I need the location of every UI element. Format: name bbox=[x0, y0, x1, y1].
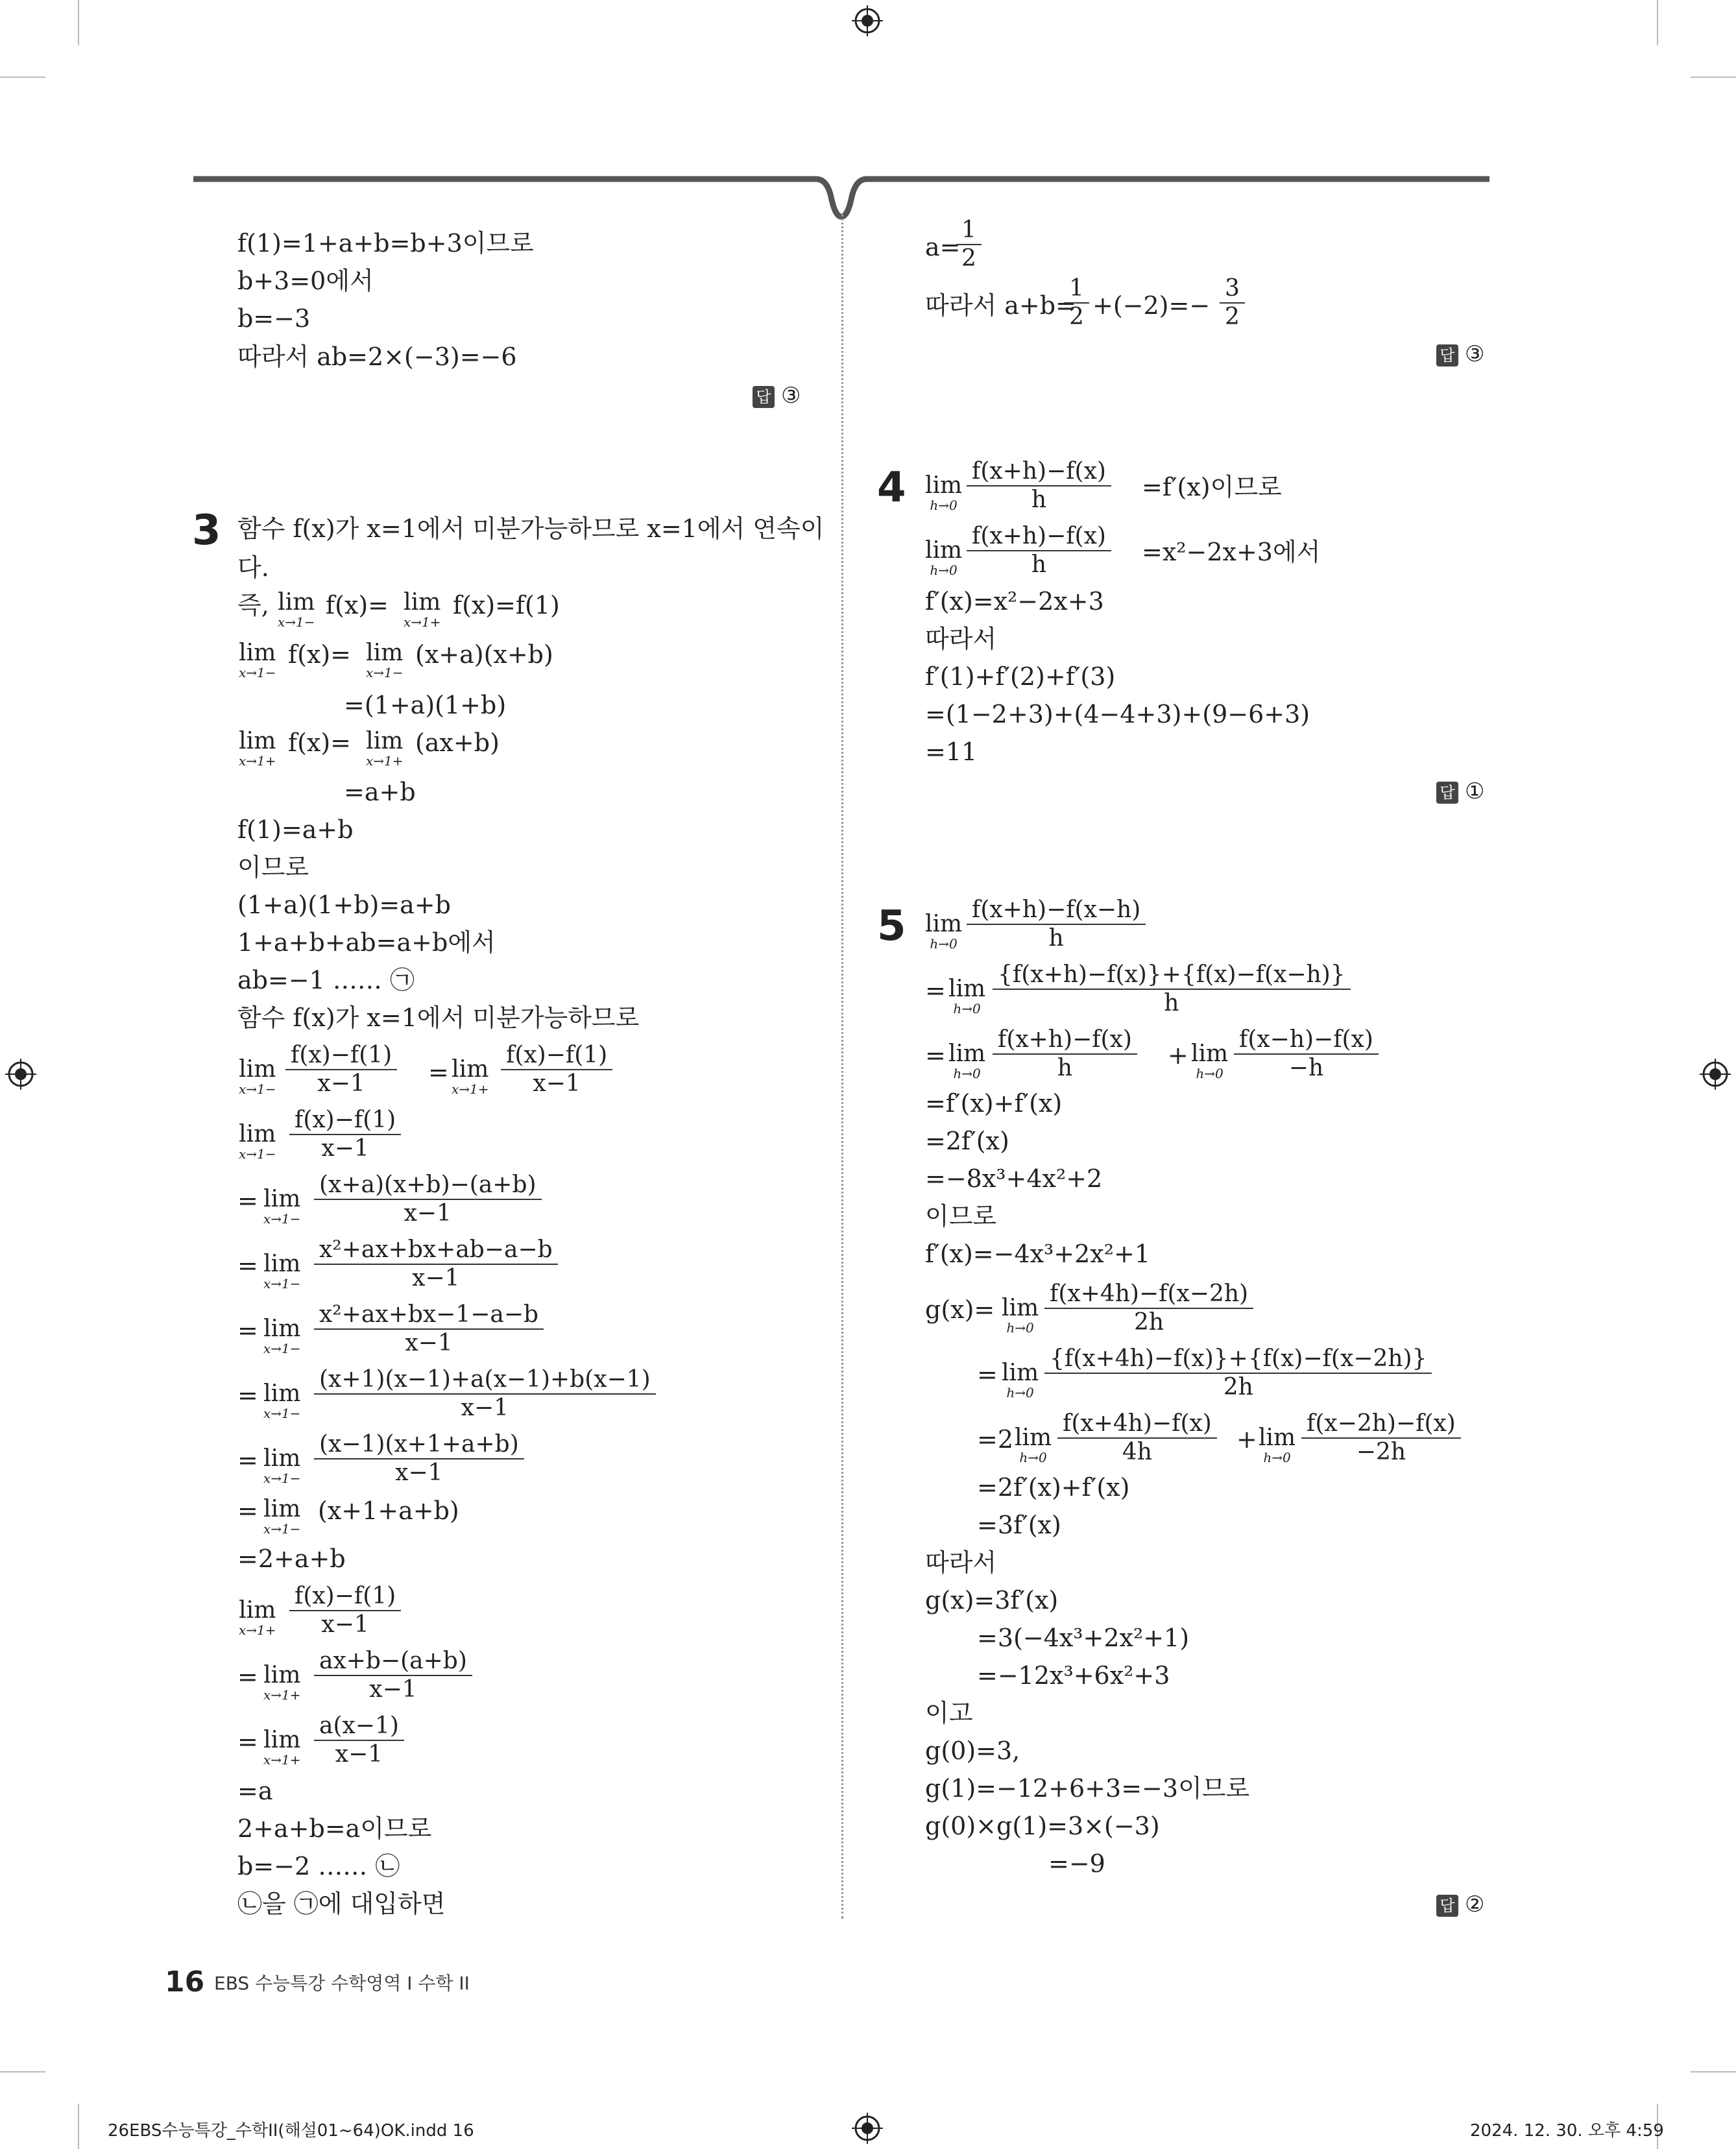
fraction-denominator: x−1 bbox=[412, 1265, 460, 1291]
limit-expression bbox=[925, 912, 962, 951]
text-line: b=−3 bbox=[237, 304, 311, 333]
limit-expression bbox=[239, 1598, 276, 1637]
text-line: b+3=0에서 bbox=[237, 267, 374, 295]
text-line: =3f′(x) bbox=[977, 1511, 1061, 1539]
lim-subscript: x→1− bbox=[263, 1521, 301, 1537]
limit-expression bbox=[239, 1122, 276, 1161]
limit-expression bbox=[1259, 1426, 1296, 1465]
fraction-numerator: 3 bbox=[1220, 275, 1245, 304]
fraction bbox=[501, 1042, 612, 1098]
fraction-numerator: a(x−1) bbox=[314, 1712, 404, 1741]
fraction-numerator: f(x)−f(1) bbox=[285, 1042, 397, 1070]
crop-mark bbox=[1691, 2071, 1736, 2072]
limit-expression bbox=[263, 1317, 301, 1356]
lim-word: lim bbox=[948, 976, 986, 1002]
registration-mark-icon bbox=[852, 2113, 883, 2144]
lim-word: lim bbox=[239, 1597, 276, 1624]
fraction-numerator: x²+ax+bx−1−a−b bbox=[314, 1301, 544, 1330]
text-line: =−12x³+6x²+3 bbox=[977, 1661, 1170, 1690]
fraction-denominator: x−1 bbox=[335, 1741, 383, 1768]
lim-word: lim bbox=[239, 640, 276, 666]
crop-mark bbox=[0, 77, 45, 78]
fraction-numerator: 1 bbox=[1064, 275, 1089, 304]
text-line: f′(x)=−4x³+2x²+1 bbox=[925, 1240, 1150, 1268]
text-line: g(0)=3, bbox=[925, 1736, 1020, 1765]
crop-mark bbox=[78, 2104, 79, 2149]
limit-expression bbox=[263, 1447, 301, 1485]
text-line: (x+1+a+b) bbox=[318, 1496, 459, 1525]
text-line: =3(−4x³+2x²+1) bbox=[977, 1624, 1190, 1652]
text-line: f(x)= bbox=[288, 728, 351, 757]
text-line: 이고 bbox=[925, 1699, 973, 1727]
fraction bbox=[993, 1026, 1137, 1082]
lim-word: lim bbox=[366, 640, 404, 666]
text-line: f(1)=a+b bbox=[237, 815, 354, 844]
limit-expression bbox=[925, 474, 962, 512]
limit-expression bbox=[366, 729, 404, 768]
lim-subscript: h→0 bbox=[953, 1001, 981, 1016]
fraction bbox=[967, 896, 1146, 952]
text-line: =−9 bbox=[1048, 1849, 1105, 1878]
text-line: 함수 f(x)가 x=1에서 미분가능하므로 bbox=[237, 1003, 640, 1032]
fraction bbox=[314, 1171, 542, 1227]
lim-word: lim bbox=[1259, 1424, 1296, 1451]
fraction-numerator: f(x)−f(1) bbox=[289, 1583, 401, 1611]
text-line: f(1)=1+a+b=b+3이므로 bbox=[237, 229, 534, 258]
text-line: =a+b bbox=[344, 778, 416, 806]
limit-expression bbox=[366, 641, 404, 680]
fraction-numerator: f(x+h)−f(x−h) bbox=[967, 896, 1146, 925]
text-line: =a bbox=[237, 1777, 273, 1805]
fraction-denominator: −2h bbox=[1356, 1439, 1406, 1465]
text-line: ㉡을 ㉠에 대입하면 bbox=[237, 1890, 446, 1918]
fraction-numerator: f(x−h)−f(x) bbox=[1234, 1026, 1379, 1055]
fraction bbox=[1234, 1026, 1379, 1082]
answer-marker bbox=[1436, 778, 1484, 804]
answer-badge-icon: 답 bbox=[753, 386, 775, 408]
text-line: ab=−1 …… ㉠ bbox=[237, 966, 415, 994]
lim-word: lim bbox=[1015, 1424, 1052, 1451]
fraction-numerator: f(x+4h)−f(x−2h) bbox=[1044, 1280, 1253, 1309]
crop-mark bbox=[78, 0, 79, 45]
lim-word: lim bbox=[1002, 1295, 1039, 1321]
text-line: (x+a)(x+b) bbox=[415, 640, 553, 669]
lim-word: lim bbox=[263, 1662, 301, 1688]
text-line: f(x)= bbox=[326, 591, 389, 619]
question-number: 3 bbox=[192, 507, 221, 555]
text-line: 함수 f(x)가 x=1에서 미분가능하므로 x=1에서 연속이 bbox=[237, 514, 825, 543]
text-line: 따라서 a+b= bbox=[925, 291, 1076, 320]
text-line: 1+a+b+ab=a+b에서 bbox=[237, 928, 496, 957]
fraction-denominator: h bbox=[1057, 1055, 1073, 1081]
lim-subscript: x→1+ bbox=[404, 614, 441, 630]
fraction-denominator: 2h bbox=[1223, 1374, 1253, 1400]
lim-subscript: x→1+ bbox=[239, 753, 276, 769]
fraction-numerator: f(x+4h)−f(x) bbox=[1057, 1410, 1217, 1439]
text-line: =x²−2x+3에서 bbox=[1142, 538, 1321, 566]
text-line: f′(1)+f′(2)+f′(3) bbox=[925, 662, 1116, 691]
answer-value: ② bbox=[1465, 1891, 1485, 1917]
text-line: = bbox=[237, 1663, 258, 1691]
text-line: =2 bbox=[977, 1425, 1014, 1454]
fraction bbox=[289, 1583, 401, 1639]
page-number: 16 bbox=[165, 1965, 205, 1999]
fraction-denominator: x−1 bbox=[321, 1611, 369, 1638]
text-line: 따라서 bbox=[925, 1548, 997, 1577]
text-line: g(x)=3f′(x) bbox=[925, 1586, 1059, 1615]
text-line: =2f′(x)+f′(x) bbox=[977, 1473, 1130, 1502]
fraction-numerator: x²+ax+bx+ab−a−b bbox=[314, 1236, 558, 1265]
text-line: = bbox=[237, 1446, 258, 1474]
fraction-denominator: x−1 bbox=[321, 1135, 369, 1162]
lim-word: lim bbox=[263, 1727, 301, 1753]
answer-badge-icon: 답 bbox=[1436, 1895, 1458, 1917]
lim-word: lim bbox=[925, 472, 963, 499]
fraction bbox=[314, 1712, 404, 1768]
fraction bbox=[1301, 1410, 1461, 1466]
text-line: 2+a+b=a이므로 bbox=[237, 1814, 432, 1843]
registration-mark-icon bbox=[5, 1059, 36, 1090]
limit-expression bbox=[239, 729, 276, 768]
text-line: = bbox=[237, 1727, 258, 1756]
text-line: =−8x³+4x²+2 bbox=[925, 1164, 1103, 1193]
fraction bbox=[289, 1107, 401, 1162]
limit-expression bbox=[239, 641, 276, 680]
fraction bbox=[285, 1042, 397, 1098]
text-line: a= bbox=[925, 233, 961, 261]
crop-mark bbox=[1657, 0, 1658, 45]
text-line: = bbox=[237, 1381, 258, 1410]
registration-mark-icon bbox=[1700, 1059, 1731, 1090]
lim-word: lim bbox=[925, 911, 963, 937]
fraction-numerator: f(x)−f(1) bbox=[501, 1042, 612, 1070]
text-line: 따라서 bbox=[925, 625, 997, 653]
fraction bbox=[956, 217, 982, 272]
limit-expression bbox=[263, 1187, 301, 1226]
limit-expression bbox=[263, 1252, 301, 1291]
fraction-numerator: ax+b−(a+b) bbox=[314, 1648, 472, 1676]
lim-subscript: x→1− bbox=[263, 1471, 301, 1486]
lim-subscript: x→1− bbox=[278, 614, 315, 630]
fraction bbox=[314, 1431, 524, 1487]
fraction-denominator: x−1 bbox=[533, 1070, 581, 1097]
lim-subscript: x→1+ bbox=[263, 1752, 301, 1768]
text-line: +(−2)=− bbox=[1092, 291, 1211, 320]
text-line: + bbox=[1236, 1425, 1257, 1454]
timestamp: 2024. 12. 30. 오후 4:59 bbox=[1470, 2121, 1664, 2141]
answer-marker bbox=[753, 383, 801, 409]
lim-subscript: h→0 bbox=[1263, 1450, 1291, 1465]
lim-word: lim bbox=[263, 1186, 301, 1212]
text-line: =11 bbox=[925, 738, 978, 766]
lim-subscript: h→0 bbox=[1196, 1066, 1224, 1081]
fraction-numerator: f(x−2h)−f(x) bbox=[1301, 1410, 1461, 1439]
column-divider bbox=[841, 214, 843, 1919]
answer-marker bbox=[1436, 341, 1484, 367]
text-line: =(1−2+3)+(4−4+3)+(9−6+3) bbox=[925, 700, 1310, 728]
lim-subscript: x→1− bbox=[263, 1211, 301, 1227]
lim-subscript: h→0 bbox=[1006, 1320, 1034, 1336]
fraction bbox=[1064, 275, 1089, 331]
lim-subscript: h→0 bbox=[953, 1066, 981, 1081]
text-line: + bbox=[1168, 1041, 1188, 1070]
fraction-numerator: f(x+h)−f(x) bbox=[993, 1026, 1137, 1055]
limit-expression bbox=[404, 590, 441, 629]
limit-expression bbox=[1015, 1426, 1052, 1465]
text-line: g(0)×g(1)=3×(−3) bbox=[925, 1812, 1160, 1840]
lim-subscript: x→1− bbox=[239, 1146, 276, 1162]
lim-word: lim bbox=[1191, 1040, 1229, 1067]
lim-subscript: x→1+ bbox=[263, 1687, 301, 1703]
answer-badge-icon: 답 bbox=[1436, 782, 1458, 804]
lim-subscript: x→1− bbox=[239, 665, 276, 680]
text-line: =2+a+b bbox=[237, 1544, 346, 1573]
text-line: =2f′(x) bbox=[925, 1127, 1009, 1155]
lim-subscript: x→1− bbox=[263, 1341, 301, 1356]
fraction-denominator: −h bbox=[1288, 1055, 1324, 1081]
text-line: = bbox=[977, 1360, 998, 1389]
lim-subscript: h→0 bbox=[930, 498, 958, 513]
question-number: 4 bbox=[877, 464, 906, 512]
lim-word: lim bbox=[263, 1380, 301, 1407]
text-line: f′(x)=x²−2x+3 bbox=[925, 587, 1104, 616]
fraction-denominator: 2 bbox=[961, 245, 976, 272]
text-line: =f′(x)+f′(x) bbox=[925, 1089, 1063, 1118]
fraction-denominator: x−1 bbox=[369, 1676, 417, 1703]
fraction-denominator: 2h bbox=[1134, 1309, 1164, 1336]
fraction-denominator: 2 bbox=[1069, 304, 1084, 330]
answer-value: ① bbox=[1465, 778, 1485, 804]
lim-word: lim bbox=[452, 1056, 489, 1083]
fraction-denominator: x−1 bbox=[461, 1395, 509, 1421]
fraction-denominator: 2 bbox=[1225, 304, 1240, 330]
text-line: 즉, bbox=[237, 591, 269, 619]
text-line: =f′(x)이므로 bbox=[1142, 473, 1282, 501]
fraction-numerator: (x+1)(x−1)+a(x−1)+b(x−1) bbox=[314, 1366, 656, 1395]
book-title: EBS 수능특강 수학영역 I 수학 II bbox=[214, 1973, 470, 1994]
answer-marker bbox=[1436, 1891, 1484, 1917]
fraction bbox=[1044, 1280, 1253, 1336]
lim-word: lim bbox=[1002, 1360, 1039, 1386]
fraction bbox=[314, 1648, 472, 1703]
limit-expression bbox=[1002, 1296, 1039, 1335]
fraction bbox=[1057, 1410, 1217, 1466]
limit-expression bbox=[263, 1728, 301, 1767]
fraction bbox=[1220, 275, 1245, 331]
limit-expression bbox=[263, 1382, 301, 1421]
crop-mark bbox=[0, 2071, 45, 2072]
text-line: f(x)=f(1) bbox=[453, 591, 560, 619]
text-line: 다. bbox=[237, 553, 269, 582]
lim-word: lim bbox=[263, 1315, 301, 1342]
lim-subscript: x→1+ bbox=[452, 1081, 489, 1097]
fraction bbox=[967, 523, 1111, 579]
lim-word: lim bbox=[263, 1445, 301, 1472]
fraction-denominator: 4h bbox=[1122, 1439, 1152, 1465]
text-line: g(x)= bbox=[925, 1295, 995, 1324]
fraction-denominator: x−1 bbox=[404, 1200, 452, 1227]
limit-expression bbox=[1191, 1042, 1228, 1081]
fraction bbox=[967, 458, 1111, 514]
limit-expression bbox=[452, 1057, 489, 1096]
fraction-denominator: x−1 bbox=[317, 1070, 365, 1097]
text-line: = bbox=[925, 1041, 946, 1070]
fraction-denominator: h bbox=[1048, 925, 1064, 952]
text-line: 이므로 bbox=[925, 1202, 997, 1231]
fraction bbox=[314, 1301, 544, 1357]
lim-subscript: x→1+ bbox=[239, 1622, 276, 1638]
limit-expression bbox=[948, 977, 985, 1016]
limit-expression bbox=[948, 1042, 985, 1081]
fraction-denominator: h bbox=[1164, 990, 1179, 1016]
lim-subscript: x→1− bbox=[239, 1081, 276, 1097]
fraction-numerator: {f(x+4h)−f(x)}+{f(x)−f(x−2h)} bbox=[1044, 1345, 1432, 1374]
question-number: 5 bbox=[877, 902, 906, 950]
limit-expression bbox=[263, 1663, 301, 1702]
fraction bbox=[314, 1236, 558, 1292]
fraction-denominator: h bbox=[1031, 486, 1047, 513]
lim-subscript: h→0 bbox=[930, 562, 958, 578]
lim-subscript: x→1− bbox=[263, 1406, 301, 1421]
text-line: = bbox=[237, 1186, 258, 1215]
fraction-numerator: f(x+h)−f(x) bbox=[967, 523, 1111, 551]
fraction bbox=[993, 961, 1351, 1017]
lim-word: lim bbox=[925, 537, 963, 564]
text-line: = bbox=[237, 1496, 258, 1525]
text-line: 따라서 ab=2×(−3)=−6 bbox=[237, 342, 517, 371]
limit-expression bbox=[925, 538, 962, 577]
lim-word: lim bbox=[366, 728, 404, 754]
limit-expression bbox=[278, 590, 315, 629]
text-line: = bbox=[237, 1316, 258, 1345]
limit-expression bbox=[263, 1497, 301, 1536]
fraction-numerator: f(x)−f(1) bbox=[289, 1107, 401, 1135]
text-line: b=−2 …… ㉡ bbox=[237, 1852, 400, 1880]
lim-subscript: x→1+ bbox=[366, 753, 404, 769]
lim-word: lim bbox=[263, 1496, 301, 1522]
fraction-numerator: (x−1)(x+1+a+b) bbox=[314, 1431, 524, 1459]
text-line: = bbox=[237, 1251, 258, 1280]
fraction bbox=[1044, 1345, 1432, 1401]
lim-subscript: h→0 bbox=[930, 936, 958, 952]
file-info: 26EBS수능특강_수학II(해설01~64)OK.indd 16 bbox=[108, 2121, 474, 2141]
limit-expression bbox=[239, 1057, 276, 1096]
lim-word: lim bbox=[239, 728, 276, 754]
lim-subscript: x→1− bbox=[366, 665, 404, 680]
fraction-numerator: f(x+h)−f(x) bbox=[967, 458, 1111, 486]
lim-word: lim bbox=[239, 1056, 276, 1083]
text-line: g(1)=−12+6+3=−3이므로 bbox=[925, 1774, 1250, 1803]
text-line: = bbox=[925, 976, 946, 1005]
lim-word: lim bbox=[263, 1251, 301, 1277]
limit-expression bbox=[1002, 1361, 1039, 1400]
lim-subscript: h→0 bbox=[1019, 1450, 1047, 1465]
text-line: (1+a)(1+b)=a+b bbox=[237, 891, 451, 919]
text-line: 이므로 bbox=[237, 853, 309, 882]
registration-mark-icon bbox=[852, 5, 883, 36]
text-line: = bbox=[428, 1058, 449, 1087]
fraction-numerator: {f(x+h)−f(x)}+{f(x)−f(x−h)} bbox=[993, 961, 1351, 990]
answer-value: ③ bbox=[1465, 341, 1485, 367]
fraction-denominator: x−1 bbox=[395, 1459, 443, 1486]
fraction-denominator: x−1 bbox=[405, 1330, 453, 1356]
crop-mark bbox=[1691, 77, 1736, 78]
lim-word: lim bbox=[948, 1040, 986, 1067]
text-line: =(1+a)(1+b) bbox=[344, 691, 507, 719]
answer-value: ③ bbox=[781, 383, 801, 409]
fraction-denominator: h bbox=[1031, 551, 1047, 578]
fraction-numerator: 1 bbox=[956, 217, 982, 245]
fraction-numerator: (x+a)(x+b)−(a+b) bbox=[314, 1171, 542, 1200]
text-line: (ax+b) bbox=[415, 728, 500, 757]
answer-badge-icon: 답 bbox=[1436, 344, 1458, 366]
lim-subscript: x→1− bbox=[263, 1276, 301, 1291]
lim-word: lim bbox=[278, 589, 315, 616]
lim-subscript: h→0 bbox=[1006, 1385, 1034, 1400]
lim-word: lim bbox=[239, 1121, 276, 1147]
text-line: f(x)= bbox=[288, 640, 351, 669]
fraction bbox=[314, 1366, 656, 1422]
lim-word: lim bbox=[404, 589, 441, 616]
